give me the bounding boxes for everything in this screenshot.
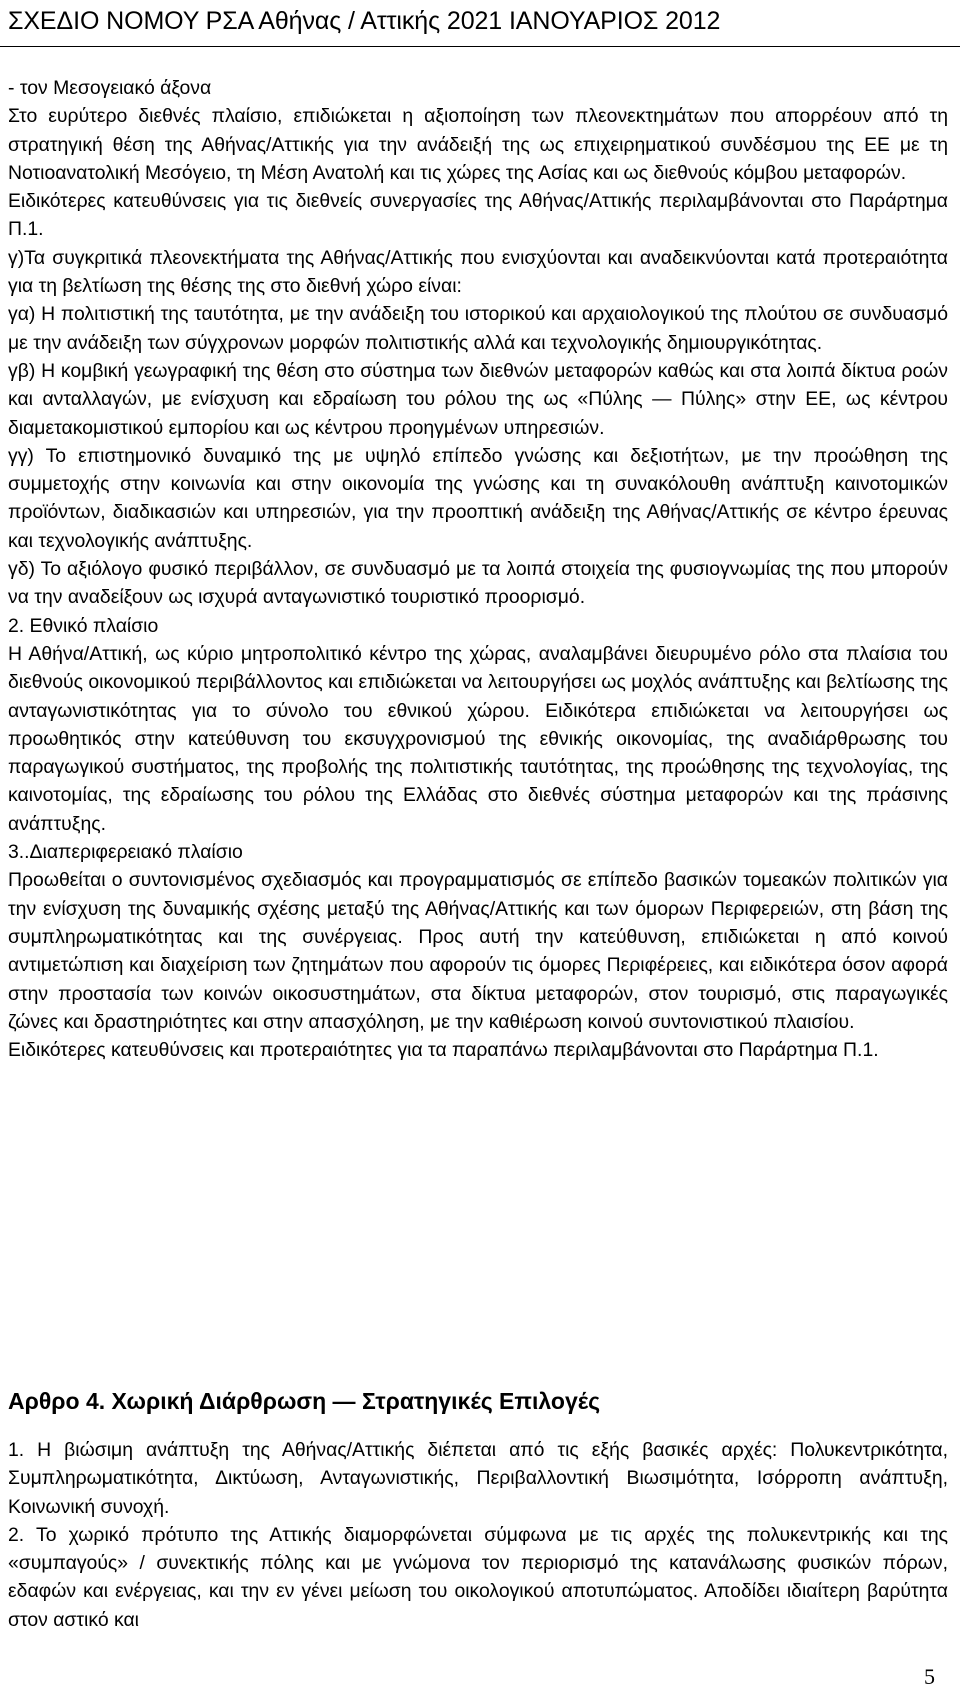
document-body (8, 74, 948, 1064)
article-heading: Αρθρο 4. Χωρική Διάρθρωση — Στρατηγικές Επιλογές (8, 1388, 601, 1414)
paragraph: Ειδικότερες κατευθύνσεις και προτεραιότητες για τα παραπάνω περιλαμβάνονται στο Παράρτημα Π.1. (8, 1039, 879, 1062)
paragraph: γγ) Το επιστημονικό δυναμικό της με υψηλό επίπεδο γνώσης και δεξιοτήτων, με την προώθηση της συμμετοχής στην κοινωνία και στην οικονομία της γνώσης και τη συνακόλουθη ανάπτυξη καινοτομικών προϊόντων, διαδικασιών και υπηρεσιών, για την προοπτική ανάδειξη της Αθήνας/Αττικής σε κέντρο έρευνας και τεχνολογικής ανάπτυξης. (8, 444, 948, 552)
paragraph: 2. Το χωρικό πρότυπο της Αττικής διαμορφώνεται σύμφωνα με τις αρχές της πολυκεντρικής και της «συμπαγούς» / συνεκτικής πόλης και με γνώμονα τον περιορισμό της κατανάλωσης φυσικών πόρων, εδαφών και ενέργειας, και την εν γένει μείωση του οικολογικού αποτυπώματος. Αποδίδει ιδιαίτερη βαρύτητα στον αστικό και (8, 1523, 948, 1631)
paragraph: 1. Η βιώσιμη ανάπτυξη της Αθήνας/Αττικής διέπεται από τις εξής βασικές αρχές: Πολυκεντρικότητα, Συμπληρωματικότητα, Δικτύωση, Ανταγωνιστικής, Περιβαλλοντική Βιωσιμότητα, Ισόρροπη ανάπτυξη, Κοινωνική συνοχή. (8, 1439, 948, 1518)
paragraph: γβ) Η κομβική γεωγραφική της θέση στο σύστημα των διεθνών μεταφορών καθώς και στα λοιπά δίκτυα ροών και ανταλλαγών, με ενίσχυση και εδραίωση του ρόλου της ως «Πύλης — Πύλης» στην ΕΕ, ως κέντρου διαμετακομιστικού εμπορίου και ως κέντρου προηγμένων υπηρεσιών. (8, 359, 948, 439)
paragraph: γδ) Το αξιόλογο φυσικό περιβάλλον, σε συνδυασμό με τα λοιπά στοιχεία της φυσιογνωμίας της που μπορούν να την αναδείξουν ως ισχυρά ανταγωνιστικό τουριστικό προορισμό. (8, 558, 948, 609)
paragraph: Στο ευρύτερο διεθνές πλαίσιο, επιδιώκεται η αξιοποίηση των πλεονεκτημάτων που απορρέουν από τη στρατηγική θέση της Αθήνας/Αττικής για την ανάδειξή της ως επιχειρηματικού συνδέσμου της ΕΕ με τη Νοτιοανατολική Μεσόγειο, τη Μέση Ανατολή και τις χώρες της Ασίας και ως διεθνούς κόμβου μεταφορών. (8, 105, 948, 184)
page-number: 5 (924, 1664, 935, 1689)
page-header (0, 2, 960, 47)
paragraph: Προωθείται ο συντονισμένος σχεδιασμός και προγραμματισμός σε επίπεδο βασικών τομεακών πολιτικών για την ενίσχυση της δυναμικής σχέσης μεταξύ της Αθήνας/Αττικής και των όμορων Περιφερειών, στη βάση της συμπληρωματικότητας και της συνέργειας. Προς αυτή την κατεύθυνση, επιδιώκεται η από κοινού αντιμετώπιση και διαχείριση των ζητημάτων που αφορούν τις όμορες Περιφέρειες, και ειδικότερα όσον αφορά στην προστασία των κοινών οικοσυστημάτων, στα δίκτυα μεταφορών, στον τουρισμό, στις παραγωγικές ζώνες και δραστηριότητες και στην απασχόληση, με την καθιέρωση κοινού συντονιστικού πλαισίου. (8, 869, 948, 1033)
paragraph: Η Αθήνα/Αττική, ως κύριο μητροπολιτικό κέντρο της χώρας, αναλαμβάνει διευρυμένο ρόλο στα πλαίσια του διεθνούς οικονομικού περιβάλλοντος και επιδιώκεται να λειτουργήσει ως μοχλός ανάπτυξης και βελτίωσης της ανταγωνιστικότητας για το σύνολο του εθνικού χώρου. Ειδικότερα επιδιώκεται να λειτουργήσει ως προωθητικός στην κατεύθυνση του εκσυγχρονισμού της εθνικής οικονομίας, της αναδιάρθρωσης του παραγωγικού συστήματος, της προβολής της πολιτιστικής ταυτότητας, της προώθησης της τεχνολογίας, της καινοτομίας, της εδραίωσης του ρόλου της Ελλάδας στο διεθνές σύστημα μεταφορών και της πράσινης ανάπτυξης. (8, 642, 948, 835)
header-title: ΣΧΕΔΙΟ ΝΟΜΟΥ ΡΣΑ Αθήνας / Αττικής 2021 ΙΑΝΟΥΑΡΙΟΣ 2012 (8, 7, 721, 35)
article-body (8, 1436, 948, 1634)
paragraph: γ)Τα συγκριτικά πλεονεκτήματα της Αθήνας/Αττικής που ενισχύονται και αναδεικνύονται κατά προτεραιότητα για τη βελτίωση της θέσης της στο διεθνή χώρο είναι: (8, 246, 948, 298)
section-title: 2. Εθνικό πλαίσιο (8, 614, 159, 637)
paragraph: γα) Η πολιτιστική της ταυτότητα, με την ανάδειξη του ιστορικού και αρχαιολογικού της πλούτου σε συνδυασμό με την ανάδειξη των σύγχρονων μορφών πολιτιστικής αλλά και τεχνολογικής δημιουργικότητας. (8, 303, 948, 354)
paragraph: Ειδικότερες κατευθύνσεις για τις διεθνείς συνεργασίες της Αθήνας/Αττικής περιλαμβάνονται στο Παράρτημα Π.1. (8, 190, 948, 241)
section-title: 3..Διαπεριφερειακό πλαίσιο (8, 841, 243, 864)
paragraph: - τον Μεσογειακό άξονα (8, 77, 212, 99)
